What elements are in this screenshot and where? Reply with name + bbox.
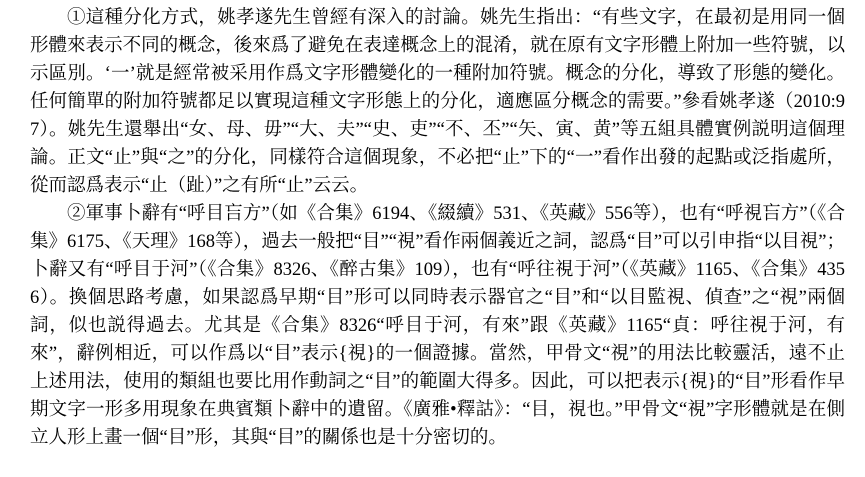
footnote-paragraph-2: ②軍事卜辭有“呼目吂方”（如《合集》6194、《綴續》531、《英藏》556等），也有“呼視吂方”（《合集》6175、《天理》168等），過去一般把“目”“視”看作兩個義近之詞，認爲“目”可以引申指“以目視”；卜辭又有“呼目于河”（《合集》8326、《醉古集》109），也有“呼往視于河”（《英藏》1165、《合集》4356）。換個思路考慮，如果認爲早期“目”形可以同時表示器官之“目”和“以目監視、偵查”之“視”兩個詞，似也説得過去。尤其是《合集》8326“呼目于河，有來”跟《英藏》1165“貞：呼往視于河，有來”，辭例相近，可以作爲以“目”表示{視}的一個證據。當然，甲骨文“視”的用法比較靈活，遠不止上述用法，使用的類組也要比用作動詞之“目”的範圍大得多。因此，可以把表示{視}的“目”形看作早期文字一形多用現象在典賓類卜辭中的遺留。《廣雅•釋詁》：“目，視也。”甲骨文“視”字形體就是在側立人形上畫一個“目”形，其與“目”的關係也是十分密切的。 bbox=[30, 204, 845, 448]
footnote-paragraph-1: ①這種分化方式，姚孝遂先生曾經有深入的討論。姚先生指出：“有些文字，在最初是用同一個形體來表示不同的概念，後來爲了避免在表達概念上的混淆，就在原有文字形體上附加一些符號，以示區別。‘一’就是經常被采用作爲文字形體變化的一種附加符號。概念的分化，導致了形態的變化。任何簡單的附加符號都足以實現這種文字形態上的分化，適應區分概念的需要。”參看姚孝遂（2010:97）。姚先生還舉出“女、母、毋”“大、夫”“史、吏”“不、丕”“矢、寅、黄”等五組具體實例説明這個理論。正文“止”與“之”的分化，同樣符合這個現象，不必把“止”下的“一”看作出發的起點或泛指處所，從而認爲表示“止（趾）”之有所“止”云云。 bbox=[30, 8, 845, 196]
